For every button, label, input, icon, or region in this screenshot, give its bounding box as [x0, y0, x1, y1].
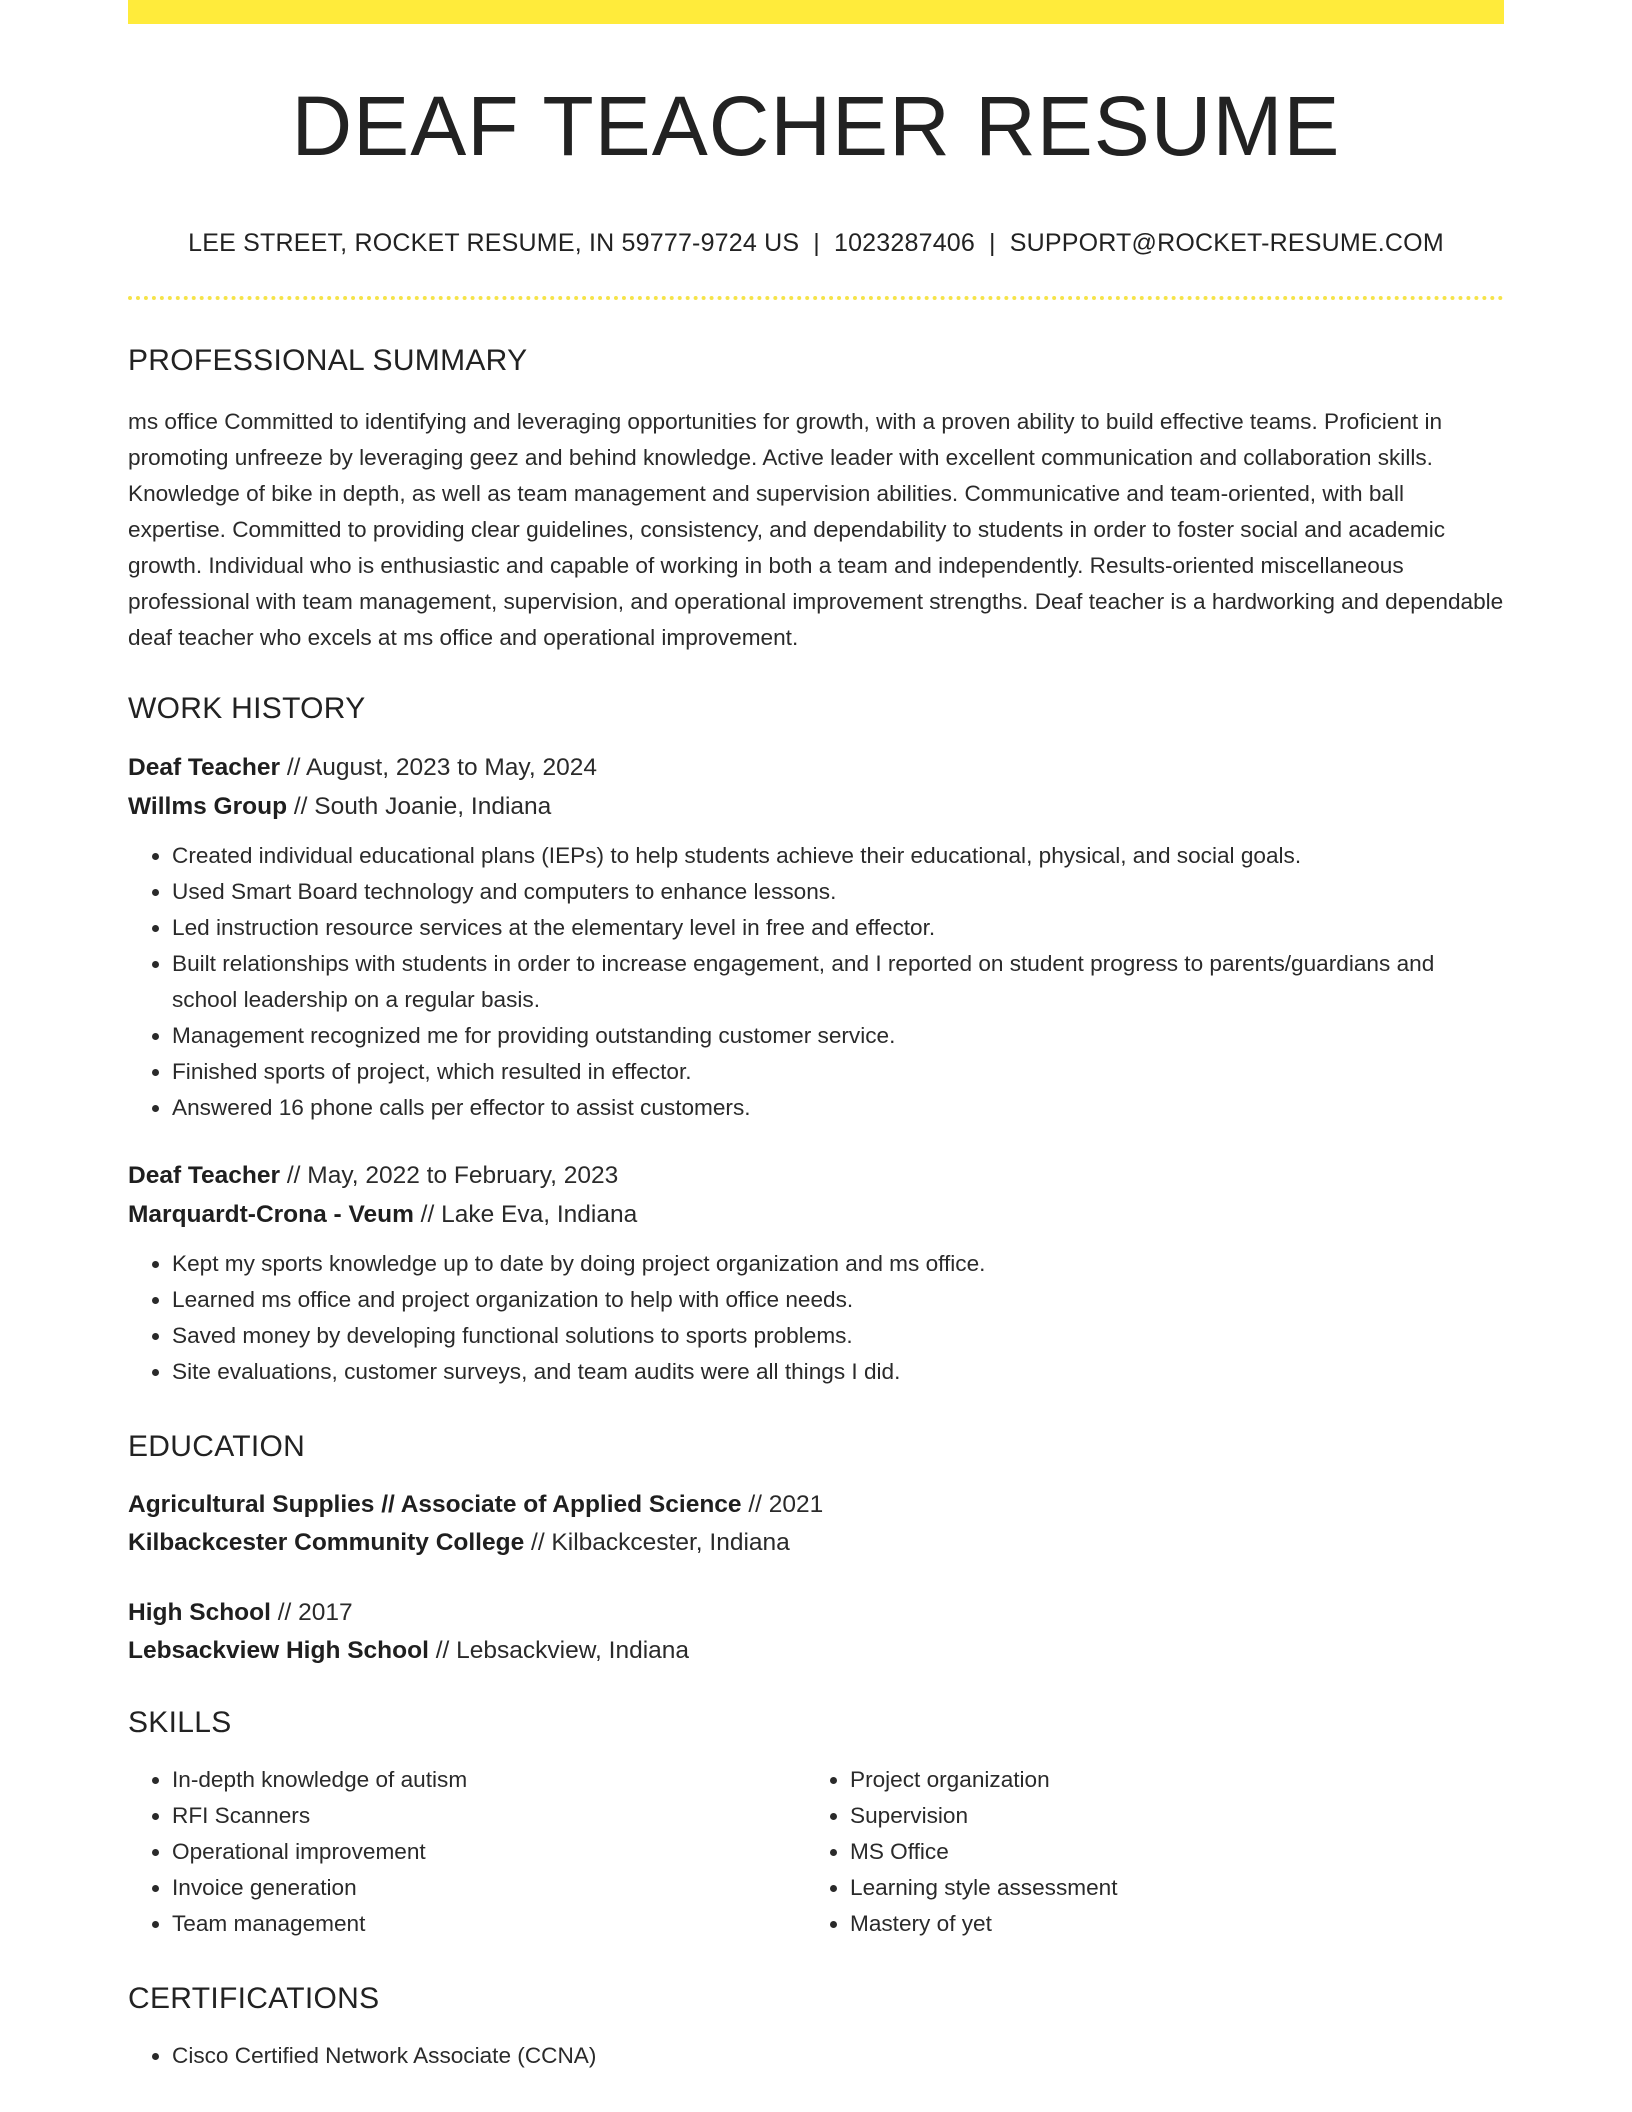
- top-accent-bar: [128, 0, 1504, 24]
- list-item: • Answered 16 phone calls per effector to assist customers.: [172, 1090, 1504, 1126]
- list-item: • Operational improvement: [172, 1834, 806, 1870]
- job-dates: // August, 2023 to May, 2024: [280, 753, 597, 781]
- education-year: // 2017: [270, 1598, 353, 1626]
- job-role: Deaf Teacher: [128, 753, 281, 781]
- contact-line: [128, 229, 1504, 258]
- education-year: // 2021: [741, 1490, 824, 1518]
- list-item: • Team management: [172, 1906, 806, 1942]
- job-company-line: [128, 1195, 1504, 1234]
- list-item: • Learned ms office and project organization to help with office needs.: [172, 1282, 1504, 1318]
- job-company: Marquardt-Crona - Veum: [128, 1200, 414, 1228]
- list-item: • In-depth knowledge of autism: [172, 1762, 806, 1798]
- list-item: • Learning style assessment: [850, 1870, 1484, 1906]
- job-entry: [128, 748, 1504, 1126]
- education-school: Lebsackview High School: [128, 1636, 429, 1664]
- work-history-heading: WORK HISTORY: [128, 691, 366, 725]
- education-entry: [128, 1594, 1504, 1670]
- contact-email[interactable]: SUPPORT@ROCKET-RESUME.COM: [1009, 228, 1444, 257]
- skills-heading: SKILLS: [128, 1705, 232, 1739]
- skills-list-left: [128, 1762, 806, 1942]
- job-company: Willms Group: [128, 792, 288, 820]
- list-item: • Built relationships with students in order to increase engagement, and I reported on student progress to parents/guardians and school leadership on a regular basis.: [172, 946, 1504, 1018]
- summary-heading: PROFESSIONAL SUMMARY: [128, 343, 528, 377]
- list-item: • MS Office: [850, 1834, 1484, 1870]
- resume-page: [128, 0, 1504, 2074]
- list-item: • Supervision: [850, 1798, 1484, 1834]
- summary-text: ms office Committed to identifying and leveraging opportunities for growth, with a proven ability to build effective teams. Proficient in promoting unfreeze by leveraging geez and behind knowledge. Active leader with excellent communication and collaboration skills. Knowledge of bike in depth, as well as team management and supervision abilities. Communicative and team-oriented, with ball expertise. Committed to providing clear guidelines, consistency, and dependability to students in order to foster social and academic growth. Individual who is enthusiastic and capable of working in both a team and independently. Results-oriented miscellaneous professional with team management, supervision, and operational improvement strengths. Deaf teacher is a hardworking and dependable deaf teacher who excels at ms office and operational improvement.: [128, 408, 1504, 650]
- education-degree-line: [128, 1486, 1504, 1524]
- job-location: // Lake Eva, Indiana: [413, 1200, 638, 1228]
- contact-address: LEE STREET, ROCKET RESUME, IN 59777-9724 US: [188, 228, 800, 257]
- contact-separator: |: [813, 228, 820, 257]
- education-entry: [128, 1486, 1504, 1562]
- list-item: • Used Smart Board technology and computers to enhance lessons.: [172, 874, 1504, 910]
- list-item: • Mastery of yet: [850, 1906, 1484, 1942]
- list-item: • Led instruction resource services at the elementary level in free and effector.: [172, 910, 1504, 946]
- education-school: Kilbackcester Community College: [128, 1528, 525, 1556]
- contact-phone[interactable]: 1023287406: [833, 228, 976, 257]
- education-degree: High School: [128, 1598, 271, 1626]
- job-bullets: [128, 1246, 1504, 1390]
- certifications-list: [128, 2038, 1504, 2074]
- job-role: Deaf Teacher: [128, 1161, 281, 1189]
- header-divider: [128, 296, 1504, 300]
- list-item: • Saved money by developing functional solutions to sports problems.: [172, 1318, 1504, 1354]
- job-company-line: [128, 787, 1504, 826]
- education-school-line: [128, 1632, 1504, 1670]
- list-item: • Cisco Certified Network Associate (CCNA): [172, 2038, 1504, 2074]
- education-heading: EDUCATION: [128, 1429, 306, 1463]
- skills-list-right: [806, 1762, 1484, 1942]
- job-entry: [128, 1156, 1504, 1390]
- list-item: • Kept my sports knowledge up to date by doing project organization and ms office.: [172, 1246, 1504, 1282]
- education-location: // Lebsackview, Indiana: [428, 1636, 690, 1664]
- job-title-line: [128, 748, 1504, 787]
- contact-separator: |: [989, 228, 996, 257]
- education-school-line: [128, 1524, 1504, 1562]
- skills-columns: [128, 1762, 1504, 1942]
- list-item: • Created individual educational plans (IEPs) to help students achieve their educational, physical, and social goals.: [172, 838, 1504, 874]
- job-bullets: [128, 838, 1504, 1126]
- list-item: • Project organization: [850, 1762, 1484, 1798]
- education-degree: Agricultural Supplies // Associate of Applied Science: [128, 1490, 742, 1518]
- certifications-heading: CERTIFICATIONS: [128, 1981, 380, 2015]
- list-item: • Invoice generation: [172, 1870, 806, 1906]
- list-item: • RFI Scanners: [172, 1798, 806, 1834]
- job-location: // South Joanie, Indiana: [287, 792, 552, 820]
- list-item: • Management recognized me for providing outstanding customer service.: [172, 1018, 1504, 1054]
- job-title-line: [128, 1156, 1504, 1195]
- list-item: • Finished sports of project, which resulted in effector.: [172, 1054, 1504, 1090]
- list-item: • Site evaluations, customer surveys, and team audits were all things I did.: [172, 1354, 1504, 1390]
- education-location: // Kilbackcester, Indiana: [524, 1528, 790, 1556]
- job-dates: // May, 2022 to February, 2023: [280, 1161, 619, 1189]
- education-degree-line: [128, 1594, 1504, 1632]
- resume-title: DEAF TEACHER RESUME: [291, 79, 1341, 173]
